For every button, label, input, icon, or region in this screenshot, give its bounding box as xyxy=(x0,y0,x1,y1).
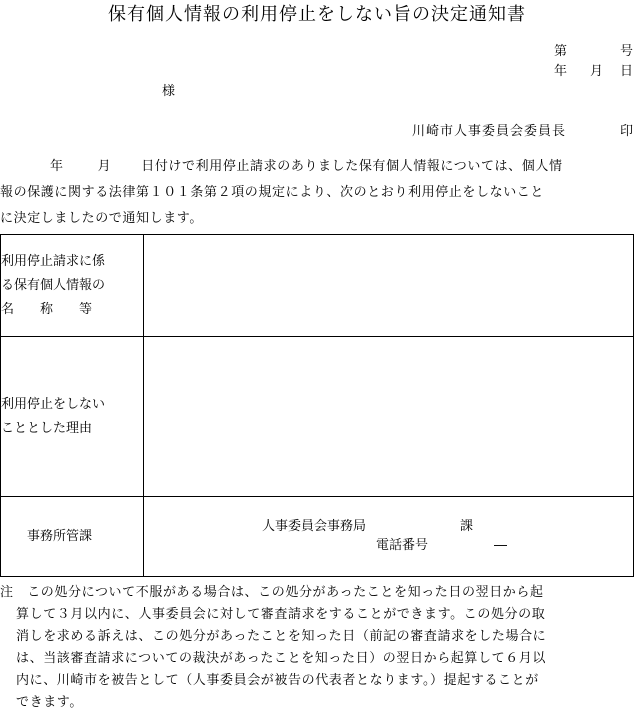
department-ka: 課 xyxy=(460,519,474,534)
note-line: 消しを求める訴えは、この処分があったことを知った日（前記の審査請求をした場合に xyxy=(16,629,547,644)
decision-table xyxy=(0,234,634,577)
label-line: る保有個人情報の xyxy=(1,277,106,293)
note-line: 内に、川崎市を被告として（人事委員会が被告の代表者となります。）提起することが xyxy=(16,673,539,688)
department-name: 人事委員会事務局 xyxy=(262,519,367,534)
reason-value[interactable] xyxy=(144,337,634,497)
date-month: 月 xyxy=(590,64,604,79)
table-row xyxy=(1,497,634,577)
note-line: は、当該審査請求についての裁決があったことを知った日）の翌日から起算して６月以 xyxy=(16,651,547,666)
note-line: できます。 xyxy=(16,695,83,710)
body-line-1 xyxy=(0,154,634,180)
department-value xyxy=(144,497,634,577)
note-line: 算して３月以内に、人事委員会に対して審査請求をすることができます。この処分の取 xyxy=(16,607,546,622)
label-line: 名 称 等 xyxy=(1,301,93,317)
table-row xyxy=(1,337,634,497)
notice-body xyxy=(0,154,634,232)
addressee-suffix: 様 xyxy=(162,84,176,99)
label-line: 利用停止請求に係 xyxy=(1,253,106,269)
appeal-note xyxy=(0,582,634,714)
label-line: 事務所管課 xyxy=(27,528,93,544)
department-label xyxy=(1,497,144,577)
phone-dash: ― xyxy=(494,538,508,553)
document-title: 保有個人情報の利用停止をしない旨の決定通知書 xyxy=(108,4,526,25)
date-year: 年 xyxy=(554,64,568,79)
phone-label: 電話番号 xyxy=(376,538,429,553)
target-info-label xyxy=(1,235,144,337)
label-line: 利用停止をしない xyxy=(1,396,106,412)
number-dai: 第 xyxy=(554,44,568,59)
label-line: こととした理由 xyxy=(1,420,93,436)
issuer-name: 川崎市人事委員会委員長 xyxy=(412,124,567,139)
date-day: 日 xyxy=(620,64,634,79)
department-name-line xyxy=(144,515,633,534)
number-go: 号 xyxy=(620,44,634,59)
body-month: 月 xyxy=(97,159,112,174)
target-info-value[interactable] xyxy=(144,235,634,337)
phone-line xyxy=(144,534,633,558)
seal-mark: 印 xyxy=(620,124,634,139)
body-text-1: 日付けで利用停止請求のありました保有個人情報については、個人情 xyxy=(141,159,563,174)
note-line: 注 この処分について不服がある場合は、この処分があったことを知った日の翌日から起 xyxy=(0,585,544,600)
body-year: 年 xyxy=(50,159,64,174)
reason-label xyxy=(1,337,144,497)
body-line-3: に決定しましたので通知します。 xyxy=(0,211,203,226)
table-row xyxy=(1,235,634,337)
body-line-2: 報の保護に関する法律第１０１条第２項の規定により、次のとおり利用停止をしないこと xyxy=(0,185,545,200)
